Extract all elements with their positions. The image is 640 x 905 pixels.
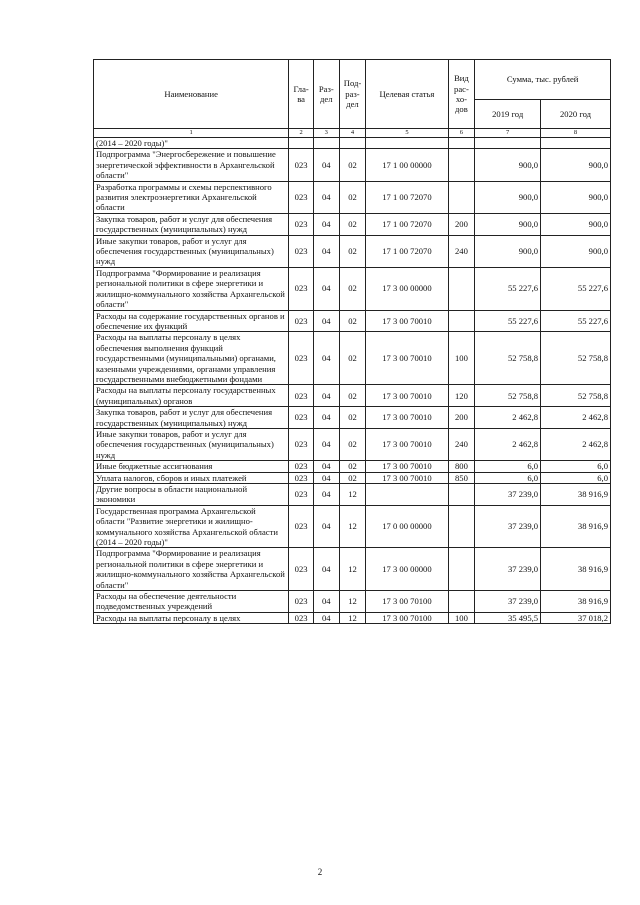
column-number: 8: [541, 129, 611, 138]
cell-chapter: 023: [289, 267, 314, 310]
table-row: [94, 612, 611, 623]
cell-sum-2020: 52 758,8: [541, 332, 611, 385]
table-row: [94, 407, 611, 429]
cell-name: Расходы на содержание государственных органов и обеспечение их функций: [94, 310, 289, 332]
table-row: [94, 505, 611, 548]
column-number-row: [94, 129, 611, 138]
cell-subsection: 02: [339, 461, 366, 472]
cell-subsection: 12: [339, 591, 366, 613]
cell-target-article: 17 1 00 00000: [366, 149, 448, 181]
cell-name: Закупка товаров, работ и услуг для обеспечения государственных (муниципальных) нужд: [94, 407, 289, 429]
cell-sum-2019: 6,0: [475, 461, 541, 472]
table-row: [94, 149, 611, 181]
cell-sum-2019: 900,0: [475, 213, 541, 235]
cell-expense-type: [448, 138, 475, 149]
cell-sum-2020: 38 916,9: [541, 548, 611, 591]
cell-sum-2019: 52 758,8: [475, 385, 541, 407]
cell-chapter: 023: [289, 332, 314, 385]
cell-target-article: 17 3 00 70010: [366, 428, 448, 460]
cell-expense-type: [448, 310, 475, 332]
table-row: [94, 181, 611, 213]
table-row: [94, 332, 611, 385]
cell-section: 04: [313, 407, 339, 429]
cell-section: 04: [313, 428, 339, 460]
column-number: 2: [289, 129, 314, 138]
budget-table: [93, 59, 611, 624]
cell-section: 04: [313, 591, 339, 613]
cell-chapter: 023: [289, 612, 314, 623]
cell-name: Другие вопросы в области национальной экономики: [94, 484, 289, 506]
cell-target-article: 17 3 00 70010: [366, 407, 448, 429]
cell-expense-type: [448, 181, 475, 213]
cell-target-article: 17 0 00 00000: [366, 505, 448, 548]
cell-name: Уплата налогов, сборов и иных платежей: [94, 472, 289, 483]
cell-target-article: 17 3 00 00000: [366, 548, 448, 591]
column-number: 3: [313, 129, 339, 138]
table-row: [94, 548, 611, 591]
cell-section: 04: [313, 484, 339, 506]
cell-name: Иные закупки товаров, работ и услуг для обеспечения государственных (муниципальных) нужд: [94, 235, 289, 267]
cell-expense-type: 100: [448, 612, 475, 623]
cell-section: [313, 138, 339, 149]
cell-subsection: 02: [339, 213, 366, 235]
cell-sum-2020: 38 916,9: [541, 591, 611, 613]
cell-target-article: 17 3 00 70010: [366, 472, 448, 483]
cell-name: (2014 – 2020 годы)": [94, 138, 289, 149]
cell-section: 04: [313, 181, 339, 213]
cell-subsection: 12: [339, 548, 366, 591]
cell-section: 04: [313, 548, 339, 591]
cell-chapter: 023: [289, 484, 314, 506]
cell-chapter: 023: [289, 149, 314, 181]
cell-expense-type: [448, 591, 475, 613]
cell-sum-2020: 900,0: [541, 149, 611, 181]
table-row: [94, 267, 611, 310]
column-number: 4: [339, 129, 366, 138]
cell-sum-2019: 2 462,8: [475, 407, 541, 429]
cell-target-article: [366, 138, 448, 149]
table-row: [94, 428, 611, 460]
cell-chapter: 023: [289, 591, 314, 613]
cell-name: Иные закупки товаров, работ и услуг для обеспечения государственных (муниципальных) нужд: [94, 428, 289, 460]
cell-target-article: 17 3 00 70010: [366, 461, 448, 472]
table-row: [94, 310, 611, 332]
cell-sum-2020: 900,0: [541, 235, 611, 267]
cell-sum-2020: 6,0: [541, 461, 611, 472]
cell-expense-type: [448, 505, 475, 548]
cell-subsection: 02: [339, 235, 366, 267]
header-name: Наименование: [94, 60, 289, 129]
cell-sum-2020: 52 758,8: [541, 385, 611, 407]
cell-subsection: 02: [339, 472, 366, 483]
cell-sum-2019: 52 758,8: [475, 332, 541, 385]
cell-sum-2020: 37 018,2: [541, 612, 611, 623]
cell-subsection: 02: [339, 428, 366, 460]
column-number: 5: [366, 129, 448, 138]
cell-target-article: [366, 484, 448, 506]
table-body: [94, 138, 611, 624]
cell-chapter: 023: [289, 213, 314, 235]
cell-section: 04: [313, 505, 339, 548]
cell-target-article: 17 3 00 70100: [366, 612, 448, 623]
cell-name: Государственная программа Архангельской области "Развитие энергетики и жилищно-коммунального хозяйства Архангельской области (2014 – 2020 годы)": [94, 505, 289, 548]
cell-expense-type: 240: [448, 428, 475, 460]
cell-sum-2020: 6,0: [541, 472, 611, 483]
cell-sum-2020: 2 462,8: [541, 428, 611, 460]
cell-section: 04: [313, 332, 339, 385]
cell-section: 04: [313, 385, 339, 407]
cell-sum-2020: 900,0: [541, 213, 611, 235]
cell-expense-type: 120: [448, 385, 475, 407]
cell-sum-2020: 55 227,6: [541, 310, 611, 332]
table-row: [94, 472, 611, 483]
cell-sum-2019: 37 239,0: [475, 484, 541, 506]
column-number: 7: [475, 129, 541, 138]
cell-subsection: 02: [339, 310, 366, 332]
cell-sum-2019: 35 495,5: [475, 612, 541, 623]
cell-sum-2019: 900,0: [475, 181, 541, 213]
cell-expense-type: [448, 484, 475, 506]
cell-section: 04: [313, 461, 339, 472]
cell-subsection: 02: [339, 149, 366, 181]
cell-target-article: 17 1 00 72070: [366, 181, 448, 213]
cell-chapter: 023: [289, 472, 314, 483]
cell-chapter: 023: [289, 407, 314, 429]
cell-sum-2020: [541, 138, 611, 149]
cell-section: 04: [313, 310, 339, 332]
header-year-2019: 2019 год: [475, 100, 541, 129]
header-sum-group: Сумма, тыс. рублей: [475, 60, 611, 100]
table-row: [94, 591, 611, 613]
cell-name: Расходы на выплаты персоналу государственных (муниципальных) органов: [94, 385, 289, 407]
header-chapter: Гла-ва: [289, 60, 314, 129]
header-section: Раз-дел: [313, 60, 339, 129]
cell-expense-type: 800: [448, 461, 475, 472]
cell-subsection: 12: [339, 484, 366, 506]
cell-target-article: 17 3 00 70010: [366, 385, 448, 407]
cell-sum-2019: 2 462,8: [475, 428, 541, 460]
cell-sum-2020: 38 916,9: [541, 505, 611, 548]
cell-target-article: 17 3 00 70100: [366, 591, 448, 613]
cell-expense-type: 850: [448, 472, 475, 483]
cell-name: Расходы на выплаты персоналу в целях обеспечения выполнения функций государственными (муниципальными) органами, казенными учреждениями, органами управления государственными внебюджетными фондами: [94, 332, 289, 385]
header-expense-type: Вид рас-хо-дов: [448, 60, 475, 129]
cell-expense-type: [448, 149, 475, 181]
cell-chapter: 023: [289, 548, 314, 591]
cell-sum-2019: 37 239,0: [475, 591, 541, 613]
cell-name: Закупка товаров, работ и услуг для обеспечения государственных (муниципальных) нужд: [94, 213, 289, 235]
cell-chapter: 023: [289, 428, 314, 460]
cell-expense-type: 240: [448, 235, 475, 267]
cell-subsection: 12: [339, 612, 366, 623]
cell-sum-2019: 900,0: [475, 235, 541, 267]
table-row: [94, 461, 611, 472]
header-subsection: Под-раз-дел: [339, 60, 366, 129]
cell-subsection: [339, 138, 366, 149]
cell-section: 04: [313, 612, 339, 623]
cell-sum-2019: 37 239,0: [475, 548, 541, 591]
cell-chapter: [289, 138, 314, 149]
cell-name: Иные бюджетные ассигнования: [94, 461, 289, 472]
cell-expense-type: 200: [448, 407, 475, 429]
cell-subsection: 02: [339, 407, 366, 429]
cell-sum-2020: 2 462,8: [541, 407, 611, 429]
cell-expense-type: 200: [448, 213, 475, 235]
header-year-2020: 2020 год: [541, 100, 611, 129]
cell-name: Разработка программы и схемы перспективного развития электроэнергетики Архангельской области: [94, 181, 289, 213]
cell-sum-2019: 55 227,6: [475, 267, 541, 310]
cell-section: 04: [313, 472, 339, 483]
table-row: [94, 385, 611, 407]
table-row: [94, 235, 611, 267]
cell-chapter: 023: [289, 385, 314, 407]
cell-sum-2020: 55 227,6: [541, 267, 611, 310]
cell-sum-2019: [475, 138, 541, 149]
cell-target-article: 17 3 00 70010: [366, 310, 448, 332]
cell-chapter: 023: [289, 310, 314, 332]
cell-chapter: 023: [289, 235, 314, 267]
cell-subsection: 02: [339, 267, 366, 310]
cell-section: 04: [313, 267, 339, 310]
cell-target-article: 17 1 00 72070: [366, 213, 448, 235]
cell-section: 04: [313, 213, 339, 235]
cell-chapter: 023: [289, 505, 314, 548]
cell-expense-type: [448, 548, 475, 591]
cell-target-article: 17 3 00 00000: [366, 267, 448, 310]
cell-chapter: 023: [289, 461, 314, 472]
cell-target-article: 17 1 00 72070: [366, 235, 448, 267]
cell-name: Расходы на обеспечение деятельности подведомственных учреждений: [94, 591, 289, 613]
cell-sum-2020: 38 916,9: [541, 484, 611, 506]
page-number: 2: [317, 867, 323, 877]
cell-subsection: 02: [339, 181, 366, 213]
cell-subsection: 02: [339, 385, 366, 407]
cell-sum-2019: 900,0: [475, 149, 541, 181]
cell-sum-2019: 55 227,6: [475, 310, 541, 332]
cell-section: 04: [313, 235, 339, 267]
column-number: 1: [94, 129, 289, 138]
cell-subsection: 02: [339, 332, 366, 385]
column-number: 6: [448, 129, 475, 138]
cell-name: Расходы на выплаты персоналу в целях: [94, 612, 289, 623]
cell-subsection: 12: [339, 505, 366, 548]
cell-expense-type: [448, 267, 475, 310]
cell-name: Подпрограмма "Энергосбережение и повышение энергетической эффективности в Архангельской области": [94, 149, 289, 181]
cell-name: Подпрограмма "Формирование и реализация региональной политики в сфере энергетики и жилищно-коммунального хозяйства Архангельской области": [94, 548, 289, 591]
cell-name: Подпрограмма "Формирование и реализация региональной политики в сфере энергетики и жилищно-коммунального хозяйства Архангельской области": [94, 267, 289, 310]
table-row: [94, 484, 611, 506]
table-row: [94, 213, 611, 235]
cell-expense-type: 100: [448, 332, 475, 385]
cell-sum-2019: 6,0: [475, 472, 541, 483]
cell-sum-2020: 900,0: [541, 181, 611, 213]
cell-chapter: 023: [289, 181, 314, 213]
cell-sum-2019: 37 239,0: [475, 505, 541, 548]
table-row: [94, 138, 611, 149]
cell-section: 04: [313, 149, 339, 181]
header-target-article: Целевая статья: [366, 60, 448, 129]
cell-target-article: 17 3 00 70010: [366, 332, 448, 385]
